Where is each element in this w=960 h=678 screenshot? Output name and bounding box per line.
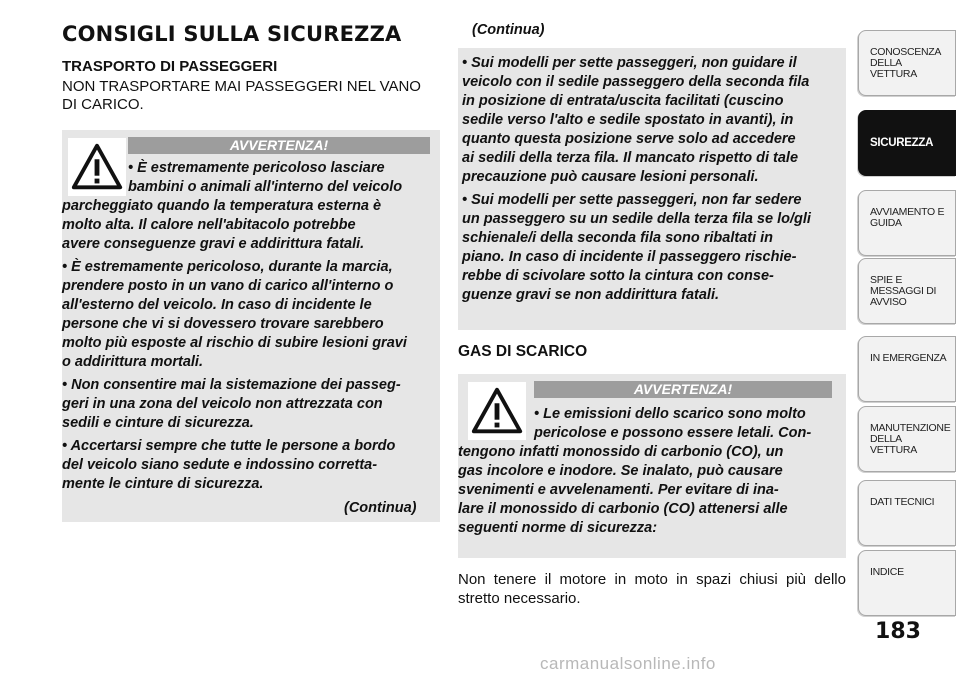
warning-line: un passeggero su un sedile della terza fila se lo/gli: [462, 211, 811, 227]
page-title: CONSIGLI SULLA SICUREZZA: [62, 22, 402, 46]
warning-line: prendere posto in un vano di carico all'interno o: [62, 278, 394, 294]
tab-label: INDICE: [870, 566, 904, 578]
warning-triangle-icon: [468, 382, 526, 440]
warning-triangle-icon: [68, 138, 126, 196]
warning-line: sedili e cinture di sicurezza.: [62, 415, 254, 431]
warning-line: molto più esposte al rischio di subire lesioni gravi: [62, 335, 407, 351]
warning-box-passengers: [62, 130, 440, 522]
warning-label: AVVERTENZA!: [128, 137, 430, 154]
continued-header: (Continua): [472, 22, 545, 38]
warning-line: • Sui modelli per sette passeggeri, non guidare il: [462, 55, 797, 71]
tab-label: SICUREZZA: [870, 137, 934, 149]
warning-line: bambini o animali all'interno del veicolo: [128, 179, 403, 195]
warning-line: avere conseguenze gravi e addirittura fatali.: [62, 236, 365, 252]
warning-line: parcheggiato quando la temperatura esterna è: [62, 198, 382, 214]
tab-dati-tecnici[interactable]: [858, 480, 956, 546]
tab-label: SPIE E MESSAGGI DI AVVISO: [870, 274, 937, 308]
warning-line: lare il monossido di carbonio (CO) attenersi alle: [458, 501, 788, 517]
tab-sicurezza[interactable]: [858, 110, 956, 176]
warning-line: • Sui modelli per sette passeggeri, non far sedere: [462, 192, 802, 208]
warning-box-continued: [458, 48, 846, 330]
warning-line: guenze gravi se non addirittura fatali.: [462, 287, 720, 303]
passengers-notice: NON TRASPORTARE MAI PASSEGGERI NEL VANO DI CARICO.: [62, 78, 421, 113]
warning-line: seguenti norme di sicurezza:: [458, 520, 658, 536]
exhaust-note: Non tenere il motore in moto in spazi chiusi più dello stretto necessario.: [458, 571, 846, 607]
warning-line: rebbe di scivolare sotto la cintura con conse-: [462, 268, 774, 284]
section-heading-exhaust: GAS DI SCARICO: [458, 343, 588, 360]
tab-conoscenza[interactable]: [858, 30, 956, 96]
warning-label: AVVERTENZA!: [534, 381, 832, 398]
tab-indice[interactable]: [858, 550, 956, 616]
warning-line: in posizione di entrata/uscita facilitati (cuscino: [462, 93, 784, 109]
tab-label: AVVIAMENTO E GUIDA: [870, 206, 945, 229]
warning-line: all'esterno del veicolo. In caso di incidente le: [62, 297, 372, 313]
warning-line: veicolo con il sedile passeggero della seconda fila: [462, 74, 810, 90]
warning-line: • Le emissioni dello scarico sono molto: [534, 406, 806, 422]
tab-label: MANUTENZIONE DELLA VETTURA: [870, 422, 951, 456]
tab-label: IN EMERGENZA: [870, 352, 947, 364]
section-heading-passengers: TRASPORTO DI PASSEGGERI: [62, 58, 278, 75]
warning-line: tengono infatti monossido di carbonio (CO), un: [458, 444, 784, 460]
warning-line: • Non consentire mai la sistemazione dei passeg-: [62, 377, 401, 393]
warning-line: ai sedili della terza fila. Il mancato rispetto di tale: [462, 150, 799, 166]
warning-line: pericolose e possono essere letali. Con-: [534, 425, 812, 441]
warning-line: molto alta. Il calore nell'abitacolo potrebbe: [62, 217, 356, 233]
warning-box-exhaust: [458, 374, 846, 558]
continued-label: (Continua): [344, 500, 417, 516]
warning-line: piano. In caso di incidente il passeggero rischie-: [462, 249, 797, 265]
warning-line: sedile verso l'alto e sedile spostato in avanti), in: [462, 112, 794, 128]
page-number: 183: [875, 619, 921, 644]
warning-line: o addirittura mortali.: [62, 354, 203, 370]
warning-line: mente le cinture di sicurezza.: [62, 476, 264, 492]
tab-label: DATI TECNICI: [870, 496, 935, 508]
warning-line: • È estremamente pericoloso, durante la marcia,: [62, 259, 393, 275]
tab-label: CONOSCENZA DELLA VETTURA: [870, 46, 941, 80]
warning-line: geri in una zona del veicolo non attrezzata con: [62, 396, 383, 412]
warning-line: schienale/i della seconda fila sono ribaltati in: [462, 230, 774, 246]
warning-line: gas incolore e inodore. Se inalato, può causare: [458, 463, 783, 479]
tab-manutenzione[interactable]: [858, 406, 956, 472]
watermark: carmanualsonline.info: [540, 654, 716, 673]
warning-line: • Accertarsi sempre che tutte le persone a bordo: [62, 438, 396, 454]
tab-emergenza[interactable]: [858, 336, 956, 402]
warning-line: precauzione può causare lesioni personali.: [462, 169, 759, 185]
warning-line: quanto questa posizione serve solo ad accedere: [462, 131, 796, 147]
tab-spie[interactable]: [858, 258, 956, 324]
tab-avviamento[interactable]: [858, 190, 956, 256]
warning-line: svenimenti e avvelenamenti. Per evitare di ina-: [458, 482, 779, 498]
warning-line: persone che vi si dovessero trovare sarebbero: [62, 316, 384, 332]
warning-line: del veicolo siano sedute e indossino corretta-: [62, 457, 378, 473]
warning-line: • È estremamente pericoloso lasciare: [128, 160, 385, 176]
